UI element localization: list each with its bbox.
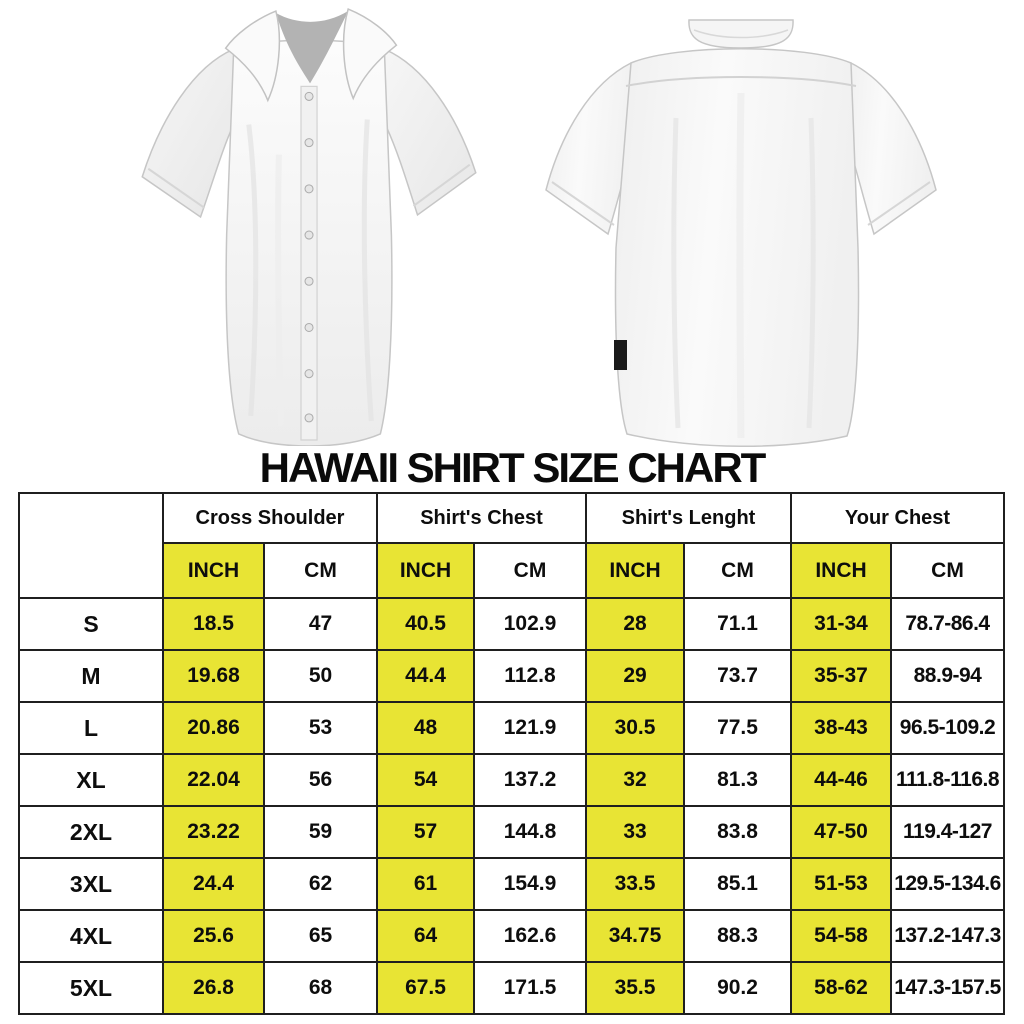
cm-value: 68	[264, 962, 377, 1014]
cm-value: 53	[264, 702, 377, 754]
inch-value: 58-62	[791, 962, 891, 1014]
cm-value: 65	[264, 910, 377, 962]
inch-value: 18.5	[163, 598, 264, 650]
inch-value: 26.8	[163, 962, 264, 1014]
size-label: 2XL	[19, 806, 163, 858]
inch-value: 54-58	[791, 910, 891, 962]
shirt-tag	[614, 340, 627, 370]
unit-header-row	[19, 543, 1004, 598]
shirt-back-image	[525, 8, 957, 448]
group-header-your-chest: Your Chest	[791, 493, 1004, 543]
cm-value: 162.6	[474, 910, 586, 962]
cm-value: 73.7	[684, 650, 791, 702]
inch-value: 35.5	[586, 962, 684, 1014]
unit-header-cm: CM	[684, 543, 791, 598]
inch-value: 30.5	[586, 702, 684, 754]
size-label: 3XL	[19, 858, 163, 910]
cm-value: 154.9	[474, 858, 586, 910]
cm-value: 102.9	[474, 598, 586, 650]
cm-value: 90.2	[684, 962, 791, 1014]
cm-value: 88.9-94	[891, 650, 1004, 702]
size-label: 4XL	[19, 910, 163, 962]
cm-value: 62	[264, 858, 377, 910]
inch-value: 44.4	[377, 650, 474, 702]
table-row	[19, 910, 1004, 962]
inch-value: 28	[586, 598, 684, 650]
shirt-front-image	[118, 4, 490, 446]
inch-value: 22.04	[163, 754, 264, 806]
unit-header-cm: CM	[474, 543, 586, 598]
inch-value: 64	[377, 910, 474, 962]
table-row	[19, 806, 1004, 858]
cm-value: 78.7-86.4	[891, 598, 1004, 650]
inch-value: 35-37	[791, 650, 891, 702]
inch-value: 47-50	[791, 806, 891, 858]
inch-value: 32	[586, 754, 684, 806]
cm-value: 144.8	[474, 806, 586, 858]
group-header-shirts-lenght: Shirt's Lenght	[586, 493, 791, 543]
inch-value: 57	[377, 806, 474, 858]
cm-value: 147.3-157.5	[891, 962, 1004, 1014]
table-row	[19, 962, 1004, 1014]
inch-value: 44-46	[791, 754, 891, 806]
inch-value: 67.5	[377, 962, 474, 1014]
inch-value: 48	[377, 702, 474, 754]
inch-value: 25.6	[163, 910, 264, 962]
size-label: M	[19, 650, 163, 702]
cm-value: 121.9	[474, 702, 586, 754]
unit-header-cm: CM	[891, 543, 1004, 598]
inch-value: 40.5	[377, 598, 474, 650]
unit-header-inch: INCH	[586, 543, 684, 598]
cm-value: 56	[264, 754, 377, 806]
inch-value: 31-34	[791, 598, 891, 650]
table-row	[19, 858, 1004, 910]
table-row	[19, 702, 1004, 754]
cm-value: 83.8	[684, 806, 791, 858]
table-row	[19, 598, 1004, 650]
inch-value: 54	[377, 754, 474, 806]
inch-value: 23.22	[163, 806, 264, 858]
inch-value: 51-53	[791, 858, 891, 910]
unit-header-cm: CM	[264, 543, 377, 598]
cm-value: 77.5	[684, 702, 791, 754]
inch-value: 34.75	[586, 910, 684, 962]
cm-value: 137.2	[474, 754, 586, 806]
page-title: HAWAII SHIRT SIZE CHART	[259, 444, 765, 491]
cm-value: 171.5	[474, 962, 586, 1014]
size-label: 5XL	[19, 962, 163, 1014]
cm-value: 81.3	[684, 754, 791, 806]
front-right-sleeve	[383, 49, 475, 215]
front-left-sleeve	[142, 49, 234, 217]
size-label: L	[19, 702, 163, 754]
inch-value: 61	[377, 858, 474, 910]
cm-value: 85.1	[684, 858, 791, 910]
cm-value: 88.3	[684, 910, 791, 962]
group-header-row	[19, 493, 1004, 543]
inch-value: 24.4	[163, 858, 264, 910]
corner-cell	[19, 493, 163, 598]
inch-value: 38-43	[791, 702, 891, 754]
inch-value: 19.68	[163, 650, 264, 702]
group-header-shirts-chest: Shirt's Chest	[377, 493, 586, 543]
cm-value: 96.5-109.2	[891, 702, 1004, 754]
size-chart-table	[18, 492, 1005, 1015]
cm-value: 119.4-127	[891, 806, 1004, 858]
unit-header-inch: INCH	[163, 543, 264, 598]
cm-value: 129.5-134.6	[891, 858, 1004, 910]
inch-value: 29	[586, 650, 684, 702]
back-right-sleeve	[844, 63, 936, 234]
unit-header-inch: INCH	[791, 543, 891, 598]
group-header-cross-shoulder: Cross Shoulder	[163, 493, 377, 543]
size-label: XL	[19, 754, 163, 806]
unit-header-inch: INCH	[377, 543, 474, 598]
cm-value: 112.8	[474, 650, 586, 702]
cm-value: 59	[264, 806, 377, 858]
cm-value: 111.8-116.8	[891, 754, 1004, 806]
table-row	[19, 754, 1004, 806]
size-label: S	[19, 598, 163, 650]
cm-value: 71.1	[684, 598, 791, 650]
inch-value: 20.86	[163, 702, 264, 754]
table-row	[19, 650, 1004, 702]
cm-value: 47	[264, 598, 377, 650]
cm-value: 137.2-147.3	[891, 910, 1004, 962]
inch-value: 33	[586, 806, 684, 858]
cm-value: 50	[264, 650, 377, 702]
inch-value: 33.5	[586, 858, 684, 910]
